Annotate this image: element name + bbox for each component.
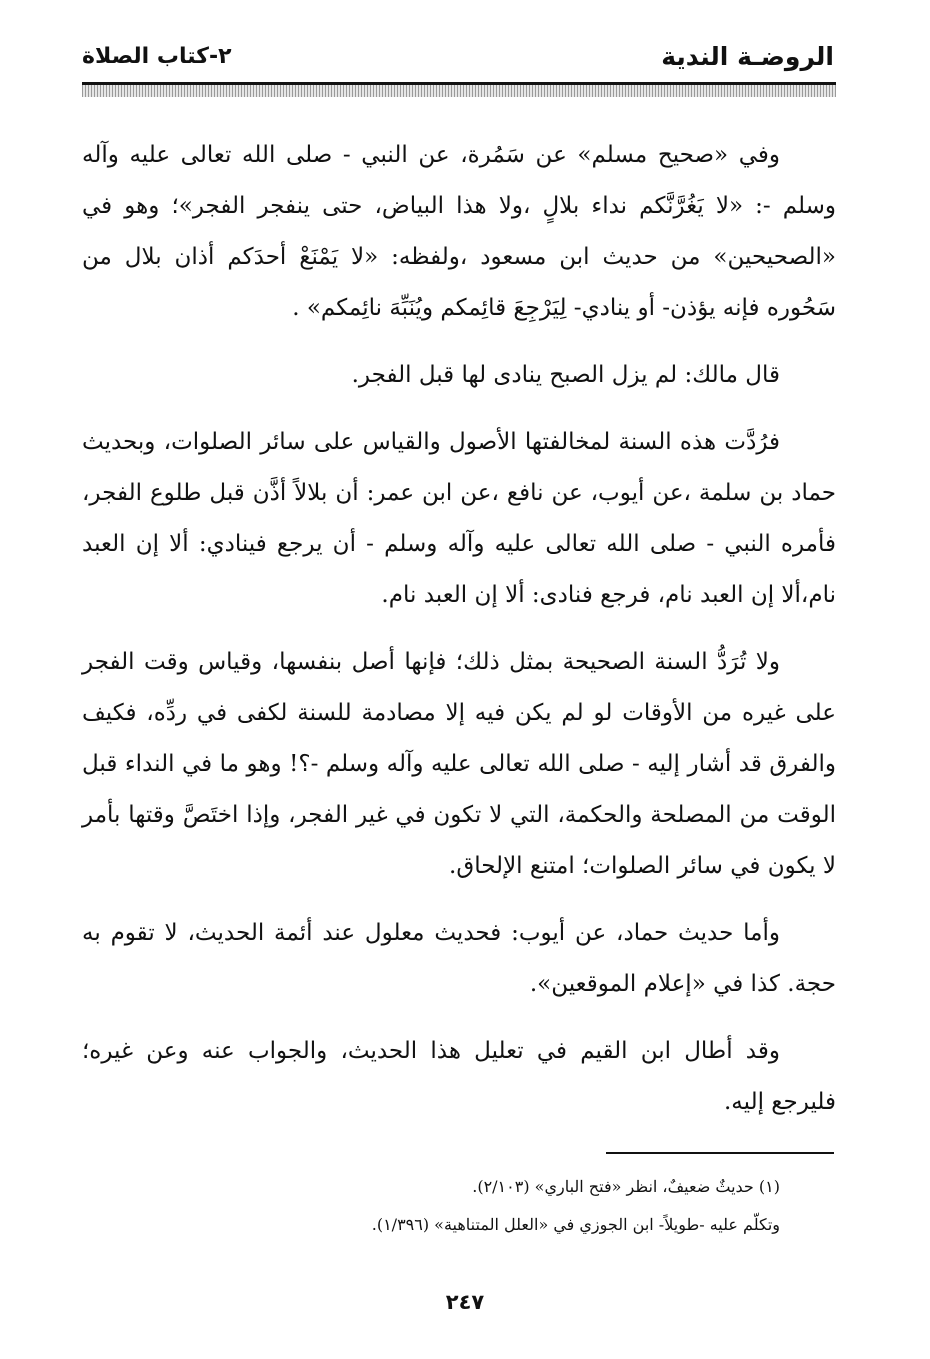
running-header (82, 42, 834, 82)
book-title: الروضـة الندية (661, 42, 834, 71)
header-rule (82, 82, 836, 97)
footnote-1: (١) حديثٌ ضعيفٌ، انظر «فتح الباري» (٢/١٠٣). (472, 1177, 780, 1196)
body-text (82, 130, 836, 1128)
chapter-title: ٢-كتاب الصلاة (82, 44, 232, 69)
footnote-1-continued: وتكلّم عليه -طويلاً- ابن الجوزي في «العلل المتناهية» (١/٣٩٦). (371, 1215, 780, 1234)
paragraph-3: فرُدَّت هذه السنة لمخالفتها الأصول والقياس على سائر الصلوات، وبحديث حماد بن سلمة ،عن أيوب، عن نافع ،عن ابن عمر: أن بلالاً أذَّن قبل طلوع الفجر، فأمره النبي - صلى الله تعالى عليه وآله وسلم - أن يرجع فينادي: ألا إن العبد نام،ألا إن العبد نام، فرجع فنادى: ألا إن العبد نام. (82, 429, 836, 608)
footnotes (150, 1168, 780, 1244)
page-number: ٢٤٧ (445, 1290, 485, 1314)
paragraph-1: وفي «صحيح مسلم» عن سَمُرة، عن النبي - صلى الله تعالى عليه وآله وسلم -: «لا يَغُرَّنَّكم نداء بلالٍ ،ولا هذا البياض، حتى ينفجر الفجر»؛ وهو في «الصحيحين» من حديث ابن مسعود ،ولفظه: «لا يَمْنَعْ أحدَكم أذان بلال من سَحُوره فإنه يؤذن- أو ينادي- لِيَرْجِعَ قائِمكم ويُنَبِّهَ نائِمكم» . (82, 142, 836, 321)
footnote-divider (606, 1152, 834, 1154)
paragraph-6: وقد أطال ابن القيم في تعليل هذا الحديث، والجواب عنه وعن غيره؛ فليرجع إليه. (82, 1038, 836, 1115)
paragraph-5: وأما حديث حماد، عن أيوب: فحديث معلول عند أئمة الحديث، لا تقوم به حجة. كذا في «إعلام الموقعين». (82, 920, 836, 997)
paragraph-2: قال مالك: لم يزل الصبح ينادى لها قبل الفجر. (351, 362, 780, 388)
paragraph-4: ولا تُرَدُّ السنة الصحيحة بمثل ذلك؛ فإنها أصل بنفسها، وقياس وقت الفجر على غيره من الأوقات لو لم يكن فيه إلا مصادمة للسنة لكفى في ردِّه، فكيف والفرق قد أشار إليه - صلى الله تعالى عليه وآله وسلم -؟! وهو ما في النداء قبل الوقت من المصلحة والحكمة، التي لا تكون في غير الفجر، وإذا اختَصَّ وقتها بأمر لا يكون في سائر الصلوات؛ امتنع الإلحاق. (82, 649, 836, 879)
